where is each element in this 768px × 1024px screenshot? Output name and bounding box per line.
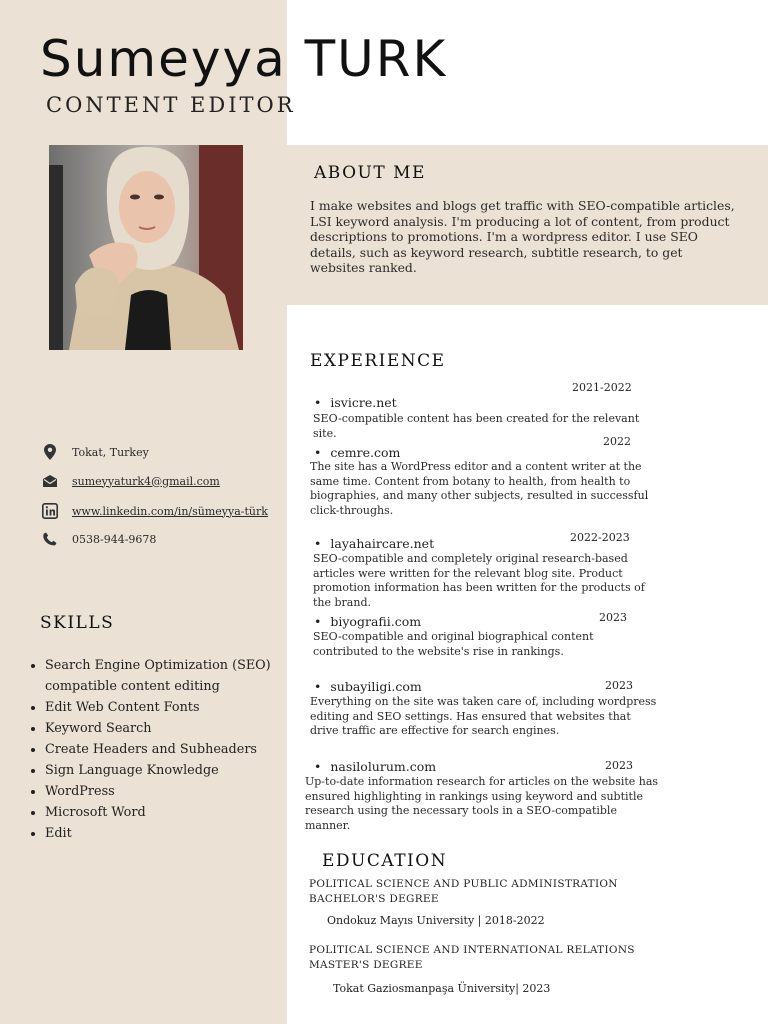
skill-item: • WordPress	[45, 781, 300, 802]
experience-years: 2022	[603, 435, 631, 448]
experience-company: • biyografii.com	[314, 614, 421, 629]
phone-text: 0538-944-9678	[72, 532, 157, 546]
experience-item	[305, 759, 660, 833]
skill-item: • Keyword Search	[45, 718, 300, 739]
experience-company: • subayiligi.com	[314, 679, 422, 694]
skill-item: • Edit Web Content Fonts	[45, 697, 300, 718]
job-title: CONTENT EDITOR	[46, 93, 296, 117]
experience-description: The site has a WordPress editor and a content writer at the same time. Content from botany to health, from health to biographies, and many other subjects, resulted in successful click-throughs.	[310, 460, 649, 517]
experience-years: 2023	[599, 611, 627, 624]
experience-description: Up-to-date information research for articles on the website has ensured highlighting in rankings using keyword and subtitle research using the necessary tools in a SEO-compatible manner.	[305, 775, 659, 832]
education-heading: EDUCATION	[322, 851, 448, 871]
envelope-icon	[40, 471, 60, 491]
experience-description: Everything on the site was taken care of, including wordpress editing and SEO settings. Has ensured that websites that drive traffic are effective for search engines.	[310, 695, 657, 738]
skill-item: • Microsoft Word	[45, 802, 300, 823]
experience-item	[305, 679, 660, 739]
experience-item	[305, 611, 660, 659]
education-school: Ondokuz Mayıs University | 2018-2022	[327, 914, 545, 927]
experience-company: • cemre.com	[314, 445, 400, 460]
experience-company: • layahaircare.net	[314, 536, 434, 551]
profile-photo	[49, 145, 243, 350]
about-heading: ABOUT ME	[314, 163, 426, 183]
skill-item: • Edit	[45, 823, 300, 844]
contact-email[interactable]	[40, 471, 220, 491]
experience-years: 2023	[605, 759, 633, 772]
skills-heading: SKILLS	[40, 613, 115, 633]
education-school: Tokat Gaziosmanpaşa Üniversity| 2023	[333, 982, 551, 995]
location-pin-icon	[40, 442, 60, 462]
email-link[interactable]: sumeyyaturk4@gmail.com	[72, 474, 220, 488]
experience-item	[305, 531, 660, 610]
skill-item: • Create Headers and Subheaders	[45, 739, 300, 760]
phone-icon	[40, 529, 60, 549]
experience-description: SEO-compatible content has been created for the relevant site.	[313, 412, 640, 440]
contact-phone	[40, 529, 156, 549]
experience-company: • isvicre.net	[314, 395, 397, 410]
experience-item	[305, 435, 660, 518]
person-name: Sumeyya TURK	[40, 30, 448, 88]
experience-company: • nasilolurum.com	[314, 759, 436, 774]
skills-list	[27, 655, 300, 844]
contact-linkedin[interactable]	[40, 501, 268, 521]
linkedin-icon	[40, 501, 60, 521]
linkedin-link[interactable]: www.linkedin.com/in/sümeyya-türk	[72, 504, 268, 518]
experience-years: 2021-2022	[572, 381, 632, 394]
experience-heading: EXPERIENCE	[310, 351, 446, 371]
education-degree: POLITICAL SCIENCE AND INTERNATIONAL RELATIONS MASTER'S DEGREE	[309, 944, 635, 971]
experience-item	[305, 381, 660, 441]
experience-years: 2022-2023	[570, 531, 630, 544]
contact-location	[40, 442, 149, 462]
experience-description: SEO-compatible and original biographical content contributed to the website's rise in rankings.	[313, 630, 594, 658]
education-degree: POLITICAL SCIENCE AND PUBLIC ADMINISTRATION BACHELOR'S DEGREE	[309, 878, 618, 905]
skill-item: • Search Engine Optimization (SEO) compatible content editing	[45, 655, 300, 697]
about-text: I make websites and blogs get traffic with SEO-compatible articles, LSI keyword analysis. I'm producing a lot of content, from product descriptions to promotions. I'm a wordpress editor. I use SEO details, such as keyword research, subtitle research, to get websites ranked.	[310, 198, 735, 275]
skill-item: • Sign Language Knowledge	[45, 760, 300, 781]
experience-years: 2023	[605, 679, 633, 692]
location-text: Tokat, Turkey	[72, 445, 149, 459]
experience-description: SEO-compatible and completely original research-based articles were written for the relevant blog site. Product promotion information has been written for the products of the brand.	[313, 552, 645, 609]
